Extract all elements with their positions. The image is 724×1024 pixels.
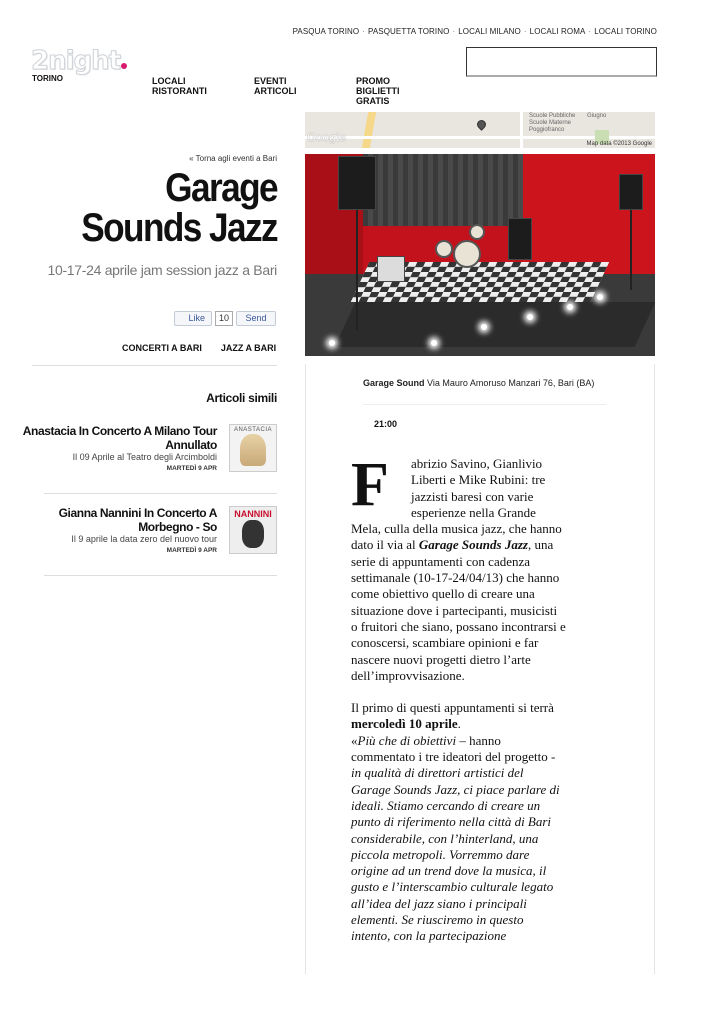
nav-link-promo[interactable]: PROMO [356, 76, 391, 86]
quote-emphasis: Più che di obiettivi [357, 732, 457, 748]
map-label: Giugno [587, 113, 607, 119]
logo-dot [121, 63, 127, 69]
article-paragraph [351, 451, 566, 684]
similar-articles-heading: Articoli simili [206, 391, 277, 405]
photo-light [597, 294, 603, 300]
text-run: . [457, 716, 461, 732]
text-run: abrizio Savino, Gianlivio Liberti e Mike Rubini: tre jazzisti baresi con varie esperienze nella Grande Mela, culla della musica jazz, che hanno dato il via al [351, 456, 562, 553]
search-input[interactable] [466, 47, 657, 77]
text-run: « [351, 732, 358, 748]
top-link-locali-milano[interactable]: LOCALI MILANO [458, 27, 521, 36]
similar-article-text [17, 424, 217, 472]
similar-article-title[interactable]: Gianna Nannini In Concerto A Morbegno - So [58, 506, 217, 534]
thumbnail-caption: NANNINI [234, 509, 272, 519]
top-link-locali-torino[interactable]: LOCALI TORINO [594, 27, 657, 36]
tag-jazz-a-bari[interactable]: JAZZ A BARI [220, 343, 277, 353]
similar-article[interactable] [44, 506, 277, 576]
photo-stand [356, 210, 358, 330]
similar-article[interactable] [22, 424, 277, 494]
event-subtitle: 10-17-24 aprile jam session jazz a Bari [47, 262, 277, 278]
thumbnail-portrait [242, 520, 264, 548]
venue-info [363, 376, 613, 391]
separator: · [588, 27, 592, 36]
drop-cap: F [351, 451, 389, 519]
date-emphasis: mercoledì 10 aprile [351, 716, 458, 732]
nav-group-locali [152, 76, 254, 106]
event-time: 21:00 [374, 419, 398, 429]
nav-link-biglietti[interactable]: BIGLIETTI [356, 86, 400, 96]
divider [363, 404, 606, 405]
event-content [305, 364, 655, 974]
location-map[interactable] [305, 112, 655, 148]
thumbnail-caption: ANASTACIA [233, 427, 273, 433]
facebook-like-button[interactable]: Like [174, 311, 212, 326]
article-body [351, 451, 566, 961]
nav-link-articoli[interactable]: ARTICOLI [254, 86, 297, 96]
photo-drum [453, 240, 481, 268]
nav-link-ristoranti[interactable]: RISTORANTI [152, 86, 207, 96]
city-label[interactable]: TORINO [32, 74, 63, 83]
title-line: Sounds Jazz [81, 206, 277, 250]
map-pin-icon[interactable] [475, 118, 488, 131]
nav-link-eventi[interactable]: EVENTI [254, 76, 287, 86]
photo-amp [377, 256, 405, 282]
photo-speaker [338, 156, 376, 210]
facebook-send-button[interactable]: Send [236, 311, 276, 326]
similar-article-date: MARTEDÌ 9 APR [166, 465, 217, 472]
text-run: – hanno commentato i tre ideatori del progetto - [351, 732, 556, 765]
thumbnail-portrait [240, 434, 266, 466]
photo-stand [630, 210, 632, 290]
photo-light [329, 340, 335, 346]
site-logo[interactable] [31, 46, 127, 76]
main-nav [152, 76, 458, 106]
venue-name[interactable]: Garage Sound [363, 378, 425, 388]
map-label-text: Scuole Pubbliche [529, 113, 576, 119]
photo-speaker [619, 174, 643, 210]
map-road [520, 112, 523, 148]
title-line: Garage [165, 166, 277, 210]
text-run: Il primo di questi appuntamenti si terrà [351, 700, 554, 716]
photo-stage [335, 302, 655, 347]
google-logo[interactable]: Google [307, 131, 347, 144]
photo-light [527, 314, 533, 320]
event-name-emphasis: Garage Sounds Jazz [418, 537, 528, 553]
separator: · [452, 27, 456, 36]
nav-group-promo [356, 76, 458, 106]
tag-concerti-a-bari[interactable]: CONCERTI A BARI [122, 343, 202, 353]
nav-group-eventi [254, 76, 356, 106]
similar-article-title[interactable]: Anastacia In Concerto A Milano Tour Annullato [22, 424, 217, 452]
similar-article-desc: Il 9 aprile la data zero del nuovo tour [71, 534, 217, 544]
photo-acoustic-panel [363, 154, 523, 226]
map-label-text: Poggiofranco [529, 127, 565, 133]
venue-address: Via Mauro Amoruso Manzari 76, Bari (BA) [427, 378, 595, 388]
map-label [529, 113, 575, 134]
divider [32, 365, 277, 366]
photo-light [431, 340, 437, 346]
similar-article-desc: Il 09 Aprile al Teatro degli Arcimboldi [72, 452, 217, 462]
similar-article-date: MARTEDÌ 9 APR [166, 547, 217, 554]
top-link-locali-roma[interactable]: LOCALI ROMA [529, 27, 586, 36]
nav-link-locali[interactable]: LOCALI [152, 76, 186, 86]
photo-drum [435, 240, 453, 258]
map-label-text: Scuole Materne [529, 120, 572, 126]
venue-photo [305, 154, 655, 356]
photo-drum [469, 224, 485, 240]
photo-light [567, 304, 573, 310]
quote-emphasis: in qualità di direttori artistici del Garage Sounds Jazz, ci piace parlare di ideali. Stiamo cercando di creare un punto di riferimento nella città di Bari considerabile, con l’hinterland, una piccola metropoli. Vorremmo dare origine ad un trend dove la musica, il gusto e l’interscambio culturale legato all’idea del jazz siano i principali elementi. Se riusciremo in questo intento, con la partecipazione [351, 765, 560, 944]
top-link-pasquetta-torino[interactable]: PASQUETTA TORINO [367, 27, 450, 36]
similar-article-thumbnail[interactable] [229, 506, 277, 554]
article-paragraph [351, 700, 566, 944]
separator: · [362, 27, 365, 36]
top-link-pasqua-torino[interactable]: PASQUA TORINO [292, 27, 360, 36]
map-copyright: Map data ©2013 Google [586, 141, 652, 147]
similar-article-thumbnail[interactable] [229, 424, 277, 472]
photo-amp [508, 218, 532, 260]
social-buttons [174, 311, 276, 326]
text-run: , una serie di appuntamenti con cadenza settimanale (10-17-24/04/13) che hanno come obiettivo quello di creare una situazione dove i partecipanti, musicisti o fruitori che siano, possano incontrarsi e conoscersi, scambiare opinioni e far nascere nuovi progetti dietro l’arte dell’improvvisazione. [351, 537, 566, 683]
nav-link-gratis[interactable]: GRATIS [356, 96, 390, 106]
photo-light [481, 324, 487, 330]
map-road [362, 112, 376, 148]
like-count: 10 [215, 311, 233, 326]
similar-article-text [17, 506, 217, 554]
top-links [293, 27, 657, 36]
separator: · [523, 27, 527, 36]
event-tags [122, 343, 276, 353]
logo-wordmark: 2night [31, 46, 121, 76]
page-title [48, 168, 277, 248]
back-to-events-link[interactable]: « Torna agli eventi a Bari [189, 154, 277, 163]
